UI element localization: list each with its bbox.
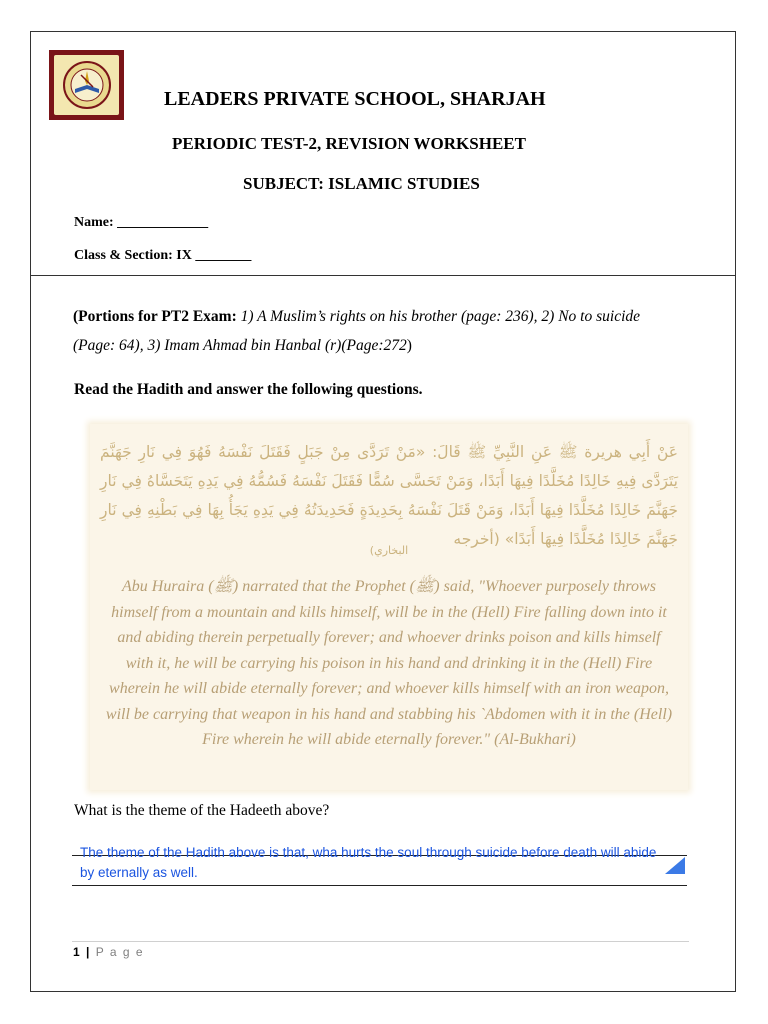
- name-label: Name:: [74, 215, 114, 230]
- answer-text[interactable]: The theme of the Hadith above is that, wha hurts the soul through suicide before death will abide by eternally as well.: [80, 845, 657, 880]
- resize-corner-icon[interactable]: [665, 857, 685, 874]
- school-name: LEADERS PRIVATE SCHOOL, SHARJAH: [164, 88, 546, 110]
- page-separator: |: [86, 945, 91, 959]
- answer-line: [72, 885, 687, 886]
- page-footer: [73, 945, 144, 959]
- hadith-arabic-source: البخاري): [369, 544, 409, 557]
- page-label: P a g e: [95, 945, 145, 959]
- class-section-field: [74, 248, 251, 264]
- portions-close: ): [406, 337, 412, 354]
- footer-divider: [72, 941, 689, 942]
- name-field: [74, 215, 208, 231]
- answer-textbox[interactable]: [72, 843, 687, 886]
- exam-portions: [73, 302, 683, 360]
- subject-title: SUBJECT: ISLAMIC STUDIES: [243, 174, 480, 193]
- header-divider: [31, 275, 735, 276]
- hadith-arabic: عَنْ أَبِي هريرة ﷺ عَنِ النَّبِيِّ ﷺ قَالَ: «مَنْ تَرَدَّى مِنْ جَبَلٍ فَقَتَلَ نَفْسَهُ فَهُوَ فِي نَارِ جَهَنَّمَ يَتَرَدَّى فِيهِ خَالِدًا مُخَلَّدًا فِيهَا أَبَدًا، وَمَنْ تَحَسَّى سُمًّا فَقَتَلَ نَفْسَهُ فَسُمُّهُ فِي يَدِهِ يَتَحَسَّاهُ فِي نَارِ جَهَنَّمَ خَالِدًا مُخَلَّدًا فِيهَا أَبَدًا، وَمَنْ قَتَلَ نَفْسَهُ بِحَدِيدَةٍ فَحَدِيدَتُهُ فِي يَدِهِ يَجَأُ بِهَا فِي بَطْنِهِ فِي نَارِ جَهَنَّمَ خَالِدًا مُخَلَّدًا فِيهَا أَبَدًا» (أخرجه: [100, 443, 678, 548]
- class-section-label: Class & Section: IX: [74, 248, 192, 263]
- hadith-image: [90, 424, 688, 790]
- portions-label: (Portions for PT2 Exam:: [73, 308, 237, 325]
- question: What is the theme of the Hadeeth above?: [74, 802, 330, 819]
- instruction: Read the Hadith and answer the following questions.: [74, 381, 423, 398]
- name-blank[interactable]: _____________: [117, 215, 209, 230]
- school-logo: [49, 50, 124, 120]
- portions-items: 1) A Muslim’s rights on his brother (page: 236), 2) No to suicide (Page: 64), 3) Imam Ahmad bin Hanbal (r)(Page:272: [73, 308, 641, 354]
- hadith-english: Abu Huraira (ﷺ) narrated that the Prophet (ﷺ) said, "Whoever purposely throws himself from a mountain and kills himself, will be in the (Hell) Fire falling down into it and abiding therein perpetually forever; and whoever drinks poison and kills himself with it, he will be carrying his poison in his hand and drinking it in the (Hell) Fire wherein he will abide eternally forever; and whoever kills himself with an iron weapon, will be carrying that weapon in his hand and stabbing his `Abdomen with it in the (Hell) Fire wherein he will abide eternally forever." (Al-Bukhari): [105, 578, 673, 748]
- school-crest-icon: [54, 55, 119, 115]
- test-title: PERIODIC TEST-2, REVISION WORKSHEET: [172, 134, 526, 153]
- class-section-blank[interactable]: ________: [195, 248, 252, 263]
- page-number: 1: [73, 945, 82, 959]
